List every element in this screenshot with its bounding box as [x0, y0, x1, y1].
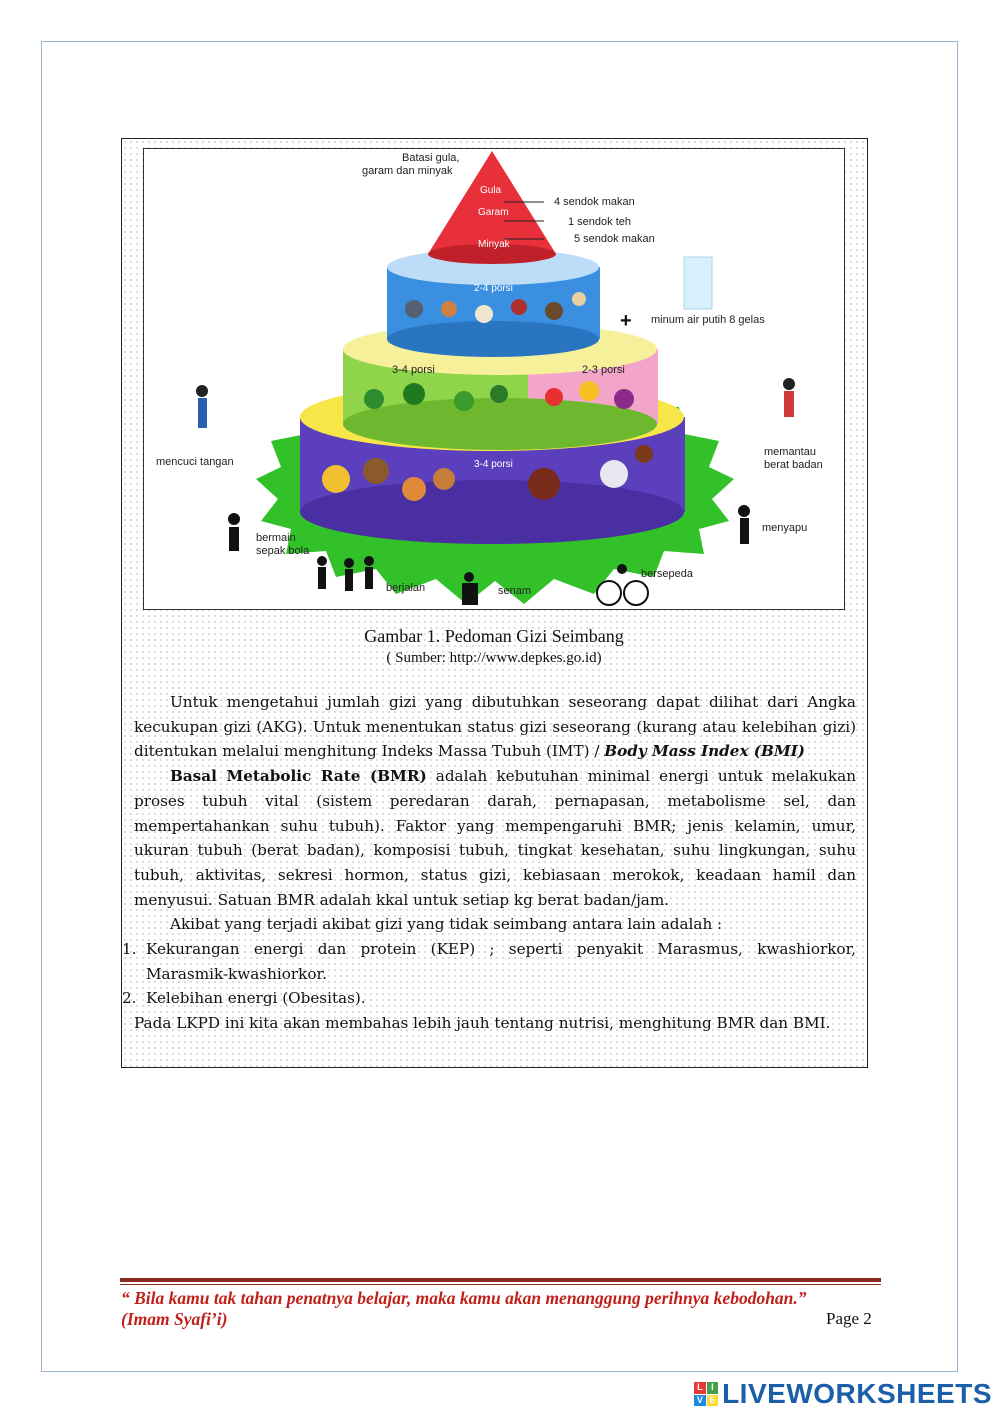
logo-letter: L: [694, 1382, 706, 1394]
paragraph-bmr-text: adalah kebutuhan minimal energi untuk melakukan proses tubuh vital (sistem peredaran darah, pernapasan, metabolisme sel, dan mempertahankan suhu tubuh). Faktor yang mempengaruhi BMR; jenis kelamin, umur, ukuran tubuh (berat badan), komposisi tubuh, tingkat kesehatan, suhu lingkungan, suhu tubuh, aktivitas, sekresi hormon, status gizi, kebiasaan merokok, keadaan hamil dan menyusui. Satuan BMR adalah kkal untuk setiap kg berat badan/jam.: [134, 767, 856, 909]
paragraph-lkpd: Pada LKPD ini kita akan membahas lebih jauh tentang nutrisi, menghitung BMR dan BMI.: [134, 1014, 831, 1033]
activity-walk: berjalan: [386, 582, 426, 594]
liveworksheets-brand[interactable]: [694, 1378, 992, 1410]
svg-text:+: +: [620, 310, 632, 332]
bmi-term: Body Mass Index (BMI): [604, 742, 805, 761]
list-item-text: Kekurangan energi dan protein (KEP) ; seperti penyakit Marasmus, kwashiorkor, Marasmik-kwashiorkor.: [146, 940, 856, 983]
tier-protein: [387, 249, 600, 357]
amount-oil: 5 sendok makan: [574, 233, 655, 245]
tier-veg-label: 3-4 porsi: [392, 364, 435, 376]
paragraph-akg-text: Untuk mengetahui jumlah gizi yang dibutuhkan seseorang dapat dilihat dari Angka kecukupan gizi (AKG). Untuk menentukan status gizi seseorang (kurang atau kelebihan gizi) ditentukan melalui menghitung Indeks Massa Tubuh (IMT) /: [134, 693, 856, 761]
effects-list: [122, 937, 856, 1011]
amount-sugar: 4 sendok makan: [554, 196, 635, 208]
footer-quote: “ Bila kamu tak tahan penatnya belajar, maka kamu akan menanggung perihnya kebodohan.” (Imam Syafi’i): [121, 1288, 807, 1329]
paragraph-effects: Akibat yang terjadi akibat gizi yang tidak seimbang antara lain adalah :: [170, 915, 723, 934]
tier-protein-label: 2-4 porsi: [474, 283, 513, 294]
tier-carb-label: 3-4 porsi: [474, 459, 513, 470]
top-item-oil: Minyak: [478, 239, 510, 250]
food-pyramid-figure: [143, 148, 845, 610]
list-item-number: 2.: [122, 989, 137, 1008]
list-item: [122, 986, 856, 1011]
logo-letter: I: [707, 1382, 719, 1394]
activity-weigh: memantau berat badan: [764, 446, 823, 471]
pyramid-top-note: Batasi gula, garam dan minyak: [362, 152, 460, 177]
bmr-term: Basal Metabolic Rate (BMR): [170, 767, 427, 786]
brand-name: LIVEWORKSHEETS: [722, 1378, 992, 1409]
body-text: [122, 690, 856, 1036]
liveworksheets-logo-icon: [694, 1382, 718, 1406]
activity-sweep: menyapu: [762, 522, 808, 534]
top-item-salt: Garam: [478, 207, 509, 218]
footer-divider: [120, 1278, 881, 1282]
water-note: minum air putih 8 gelas: [651, 314, 765, 326]
paragraph-akg: [134, 690, 856, 764]
list-item-text: Kelebihan energi (Obesitas).: [146, 989, 366, 1008]
figure-caption-source: ( Sumber: http://www.depkes.go.id): [386, 650, 602, 666]
footer-divider-thin: [120, 1284, 881, 1285]
figure-caption-title: Gambar 1. Pedoman Gizi Seimbang: [364, 626, 624, 646]
activity-wash: mencuci tangan: [156, 456, 234, 468]
paragraph-bmr: [134, 764, 856, 912]
activity-gym: senam: [498, 585, 532, 597]
activity-bike: bersepeda: [641, 568, 693, 580]
amount-salt: 1 sendok teh: [568, 216, 631, 228]
tier-fruit-label: 2-3 porsi: [582, 364, 625, 376]
list-item: [122, 937, 856, 986]
logo-letter: E: [707, 1395, 719, 1407]
page-number: Page 2: [826, 1309, 872, 1328]
activity-football: bermain sepak bola: [256, 532, 310, 557]
list-item-number: 1.: [122, 940, 137, 959]
top-item-sugar: Gula: [480, 185, 502, 196]
logo-letter: V: [694, 1395, 706, 1407]
